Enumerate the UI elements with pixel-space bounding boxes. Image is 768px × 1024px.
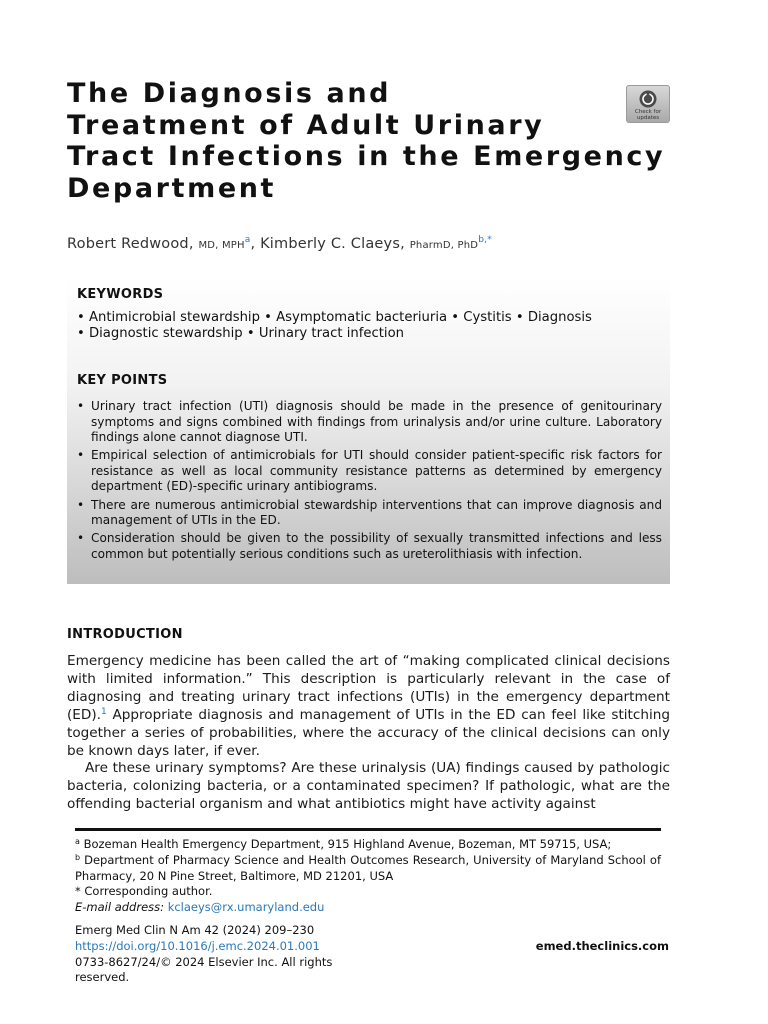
citation-block — [75, 923, 375, 986]
corresponding-author-mark[interactable]: * — [487, 235, 492, 245]
email-line — [75, 900, 661, 916]
footnotes — [75, 837, 661, 916]
title-line-2: Treatment of Adult Urinary — [67, 109, 545, 141]
footnote-divider — [75, 828, 661, 831]
author-1-affiliation[interactable]: a — [244, 235, 251, 245]
introduction-body — [67, 653, 670, 814]
reference-link-1[interactable]: 1 — [100, 706, 107, 717]
author-1-name: Robert Redwood, — [67, 236, 194, 252]
key-point-item: • Consideration should be given to the possibility of sexually transmitted infections and less common but potentially serious conditions such as ureterolithiasis with infection. — [77, 531, 662, 562]
copyright-line: 0733-8627/24/© 2024 Elsevier Inc. All rights reserved. — [75, 954, 333, 985]
footnote-a — [75, 837, 661, 853]
check-updates-icon — [638, 89, 658, 109]
key-point-item: • Urinary tract infection (UTI) diagnosis should be made in the presence of genitourinary symptoms and signs combined with findings from urinalysis and/or urine culture. Laboratory findings alone cannot diagnose UTI. — [77, 399, 662, 446]
author-2-degrees: PharmD, PhD — [409, 240, 479, 251]
footnote-a-text: Bozeman Health Emergency Department, 915 Highland Avenue, Bozeman, MT 59715, USA; — [83, 837, 612, 851]
keywords-line-2: • Diagnostic stewardship • Urinary tract infection — [77, 326, 404, 341]
keywords-keypoints-box — [67, 277, 670, 584]
paragraph-1-text-a: Emergency medicine has been called the art of “making complicated clinical decisions with limited information.” This description is particularly relevant in the case of diagnosing and treating urinary tract infections (UTIs) in the emergency department (ED). — [67, 653, 670, 723]
keywords-heading: KEYWORDS — [77, 287, 164, 302]
journal-citation: Emerg Med Clin N Am 42 (2024) 209–230 — [75, 923, 315, 937]
introduction-paragraph-2: Are these urinary symptoms? Are these urinalysis (UA) findings caused by pathologic bacteria, colonizing bacteria, or a contaminated specimen? If pathologic, what are the offending bacterial organism and what antibiotics might have activity against — [67, 760, 670, 813]
doi-link[interactable]: https://doi.org/10.1016/j.emc.2024.01.001 — [75, 938, 320, 953]
author-2-affiliation[interactable]: b, — [478, 235, 488, 245]
introduction-heading: INTRODUCTION — [67, 627, 183, 642]
footnote-b — [75, 853, 661, 885]
key-point-item: • Empirical selection of antimicrobials for UTI should consider patient-specific risk factors for resistance as well as local community resistance patterns as determined by emergency department (ED)-specific urinary antibiograms. — [77, 448, 662, 495]
key-points-list — [77, 399, 662, 565]
journal-site[interactable]: emed.theclinics.com — [535, 939, 669, 953]
key-point-item: • There are numerous antimicrobial stewardship interventions that can improve diagnosis and management of UTIs in the ED. — [77, 498, 662, 529]
badge-label-2: updates — [636, 115, 660, 121]
footnote-b-text: Department of Pharmacy Science and Health Outcomes Research, University of Maryland School of Pharmacy, 20 N Pine Street, Baltimore, MD 21201, USA — [75, 852, 662, 883]
paragraph-1-text-b: Appropriate diagnosis and management of UTIs in the ED can feel like stitching together a series of probabilities, where the accuracy of the clinical decisions can only be known days later, if ever. — [67, 706, 670, 759]
key-points-heading: KEY POINTS — [77, 373, 168, 388]
check-for-updates-badge[interactable] — [626, 85, 670, 123]
author-separator: , — [250, 236, 256, 252]
email-link[interactable]: kclaeys@rx.umaryland.edu — [167, 900, 325, 915]
author-1-degrees: MD, MPH — [198, 240, 245, 251]
author-2-name: Kimberly C. Claeys, — [260, 236, 405, 252]
corresponding-author-note: * Corresponding author. — [75, 884, 213, 899]
footnote-a-mark: a — [75, 837, 80, 846]
footnote-b-mark: b — [75, 852, 81, 862]
title-line-1: The Diagnosis and — [67, 78, 392, 109]
badge-label-1: Check for — [634, 109, 662, 115]
keywords-line-1: • Antimicrobial stewardship • Asymptomatic bacteriuria • Cystitis • Diagnosis — [77, 310, 592, 325]
email-label: E-mail address: — [75, 900, 165, 915]
title-line-4: Department — [67, 172, 277, 204]
author-line — [67, 236, 677, 252]
article-title — [67, 78, 677, 204]
introduction-paragraph-1 — [67, 653, 670, 760]
title-line-3: Tract Infections in the Emergency — [67, 141, 666, 172]
